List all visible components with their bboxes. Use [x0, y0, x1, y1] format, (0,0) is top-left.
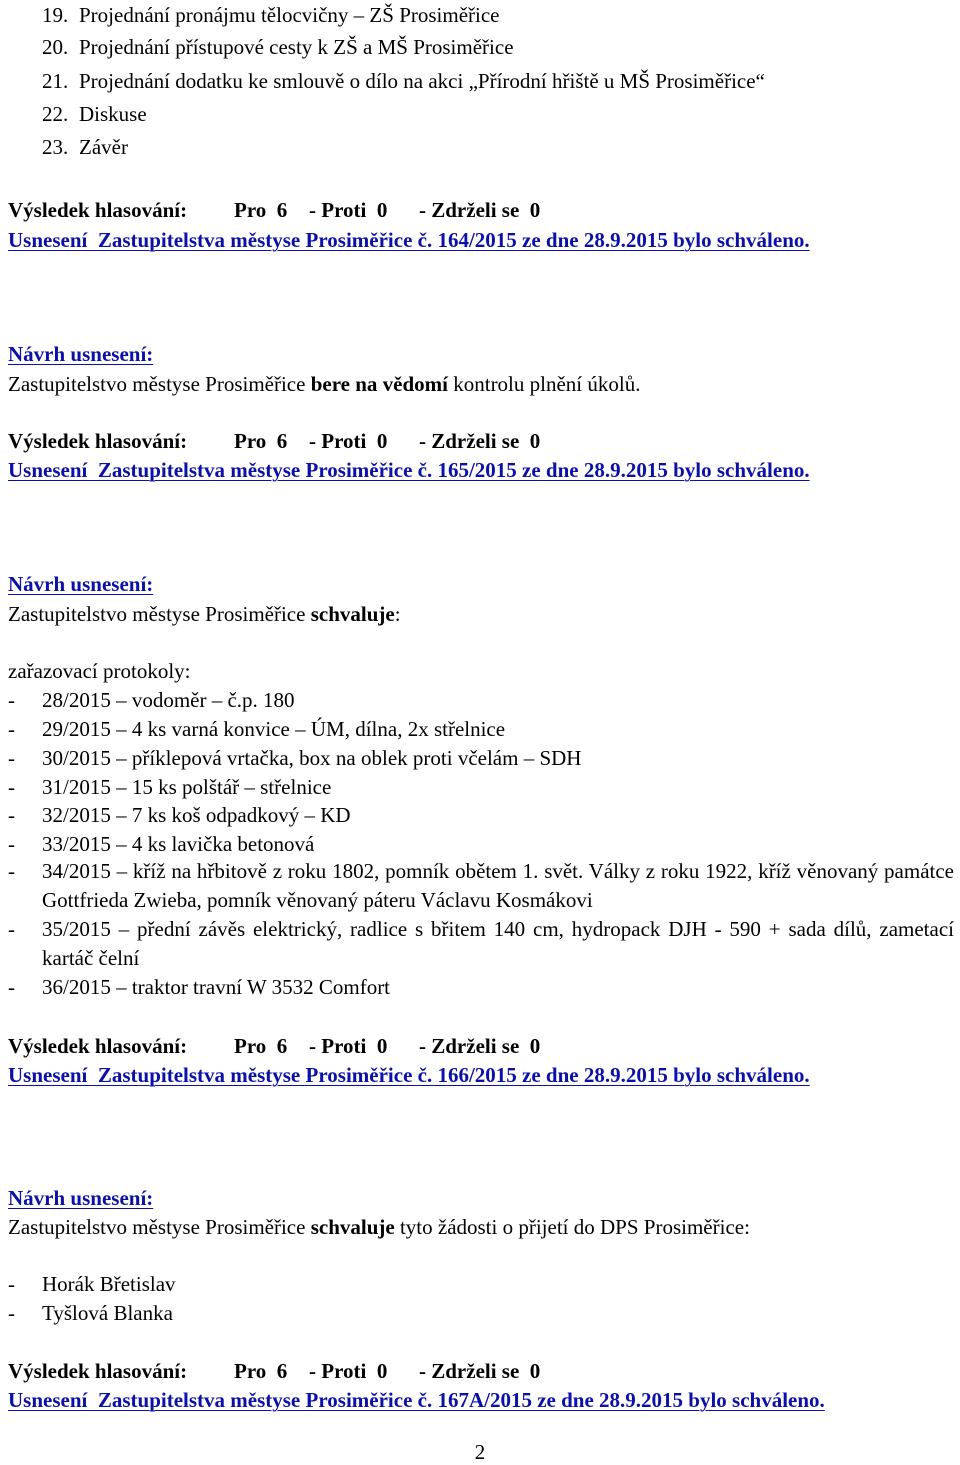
resolution-proposal: Zastupitelstvo městyse Prosiměřice schvaluje: — [8, 602, 401, 626]
vote-result: Výsledek hlasování: Pro 6 - Proti 0 - Zdrželi se 0 — [8, 198, 541, 222]
list-item: - Horák Břetislav — [8, 1272, 176, 1296]
resolution-approved: Usnesení Zastupitelstva městyse Prosiměřice č. 165/2015 ze dne 28.9.2015 bylo schváleno. — [8, 458, 810, 482]
navrh-usneseni-label: Návrh usnesení: — [8, 342, 154, 366]
page-number: 2 — [474, 1440, 486, 1464]
list-item: - 29/2015 – 4 ks varná konvice – ÚM, dílna, 2x střelnice — [8, 717, 506, 741]
navrh-usneseni-label: Návrh usnesení: — [8, 1186, 154, 1210]
list-item: - 36/2015 – traktor travní W 3532 Comfort — [8, 975, 391, 999]
list-item: - 31/2015 – 15 ks polštář – střelnice — [8, 775, 332, 799]
vote-result: Výsledek hlasování: Pro 6 - Proti 0 - Zdrželi se 0 — [8, 1034, 541, 1058]
vote-result: Výsledek hlasování: Pro 6 - Proti 0 - Zdrželi se 0 — [8, 429, 541, 453]
navrh-usneseni-label: Návrh usnesení: — [8, 572, 154, 596]
agenda-item: 20. Projednání přístupové cesty k ZŠ a MŠ Prosiměřice — [42, 35, 514, 59]
resolution-approved: Usnesení Zastupitelstva městyse Prosiměřice č. 167A/2015 ze dne 28.9.2015 bylo schváleno. — [8, 1388, 825, 1412]
resolution-proposal: Zastupitelstvo městyse Prosiměřice bere na vědomí kontrolu plnění úkolů. — [8, 372, 641, 396]
resolution-approved: Usnesení Zastupitelstva městyse Prosiměřice č. 164/2015 ze dne 28.9.2015 bylo schváleno. — [8, 228, 810, 252]
resolution-approved: Usnesení Zastupitelstva městyse Prosiměřice č. 166/2015 ze dne 28.9.2015 bylo schváleno. — [8, 1063, 810, 1087]
agenda-item: 22. Diskuse — [42, 102, 147, 126]
list-item: - 33/2015 – 4 ks lavička betonová — [8, 832, 315, 856]
list-item: - 35/2015 – přední závěs elektrický, radlice s břitem 140 cm, hydropack DJH - 590 + sada dílů, zametací kartáč čelní — [8, 917, 954, 970]
list-item: - 34/2015 – kříž na hřbitově z roku 1802, pomník obětem 1. svět. Války z roku 1922, kříž věnovaný památce Gottfrieda Zwieba, pomník věnovaný páteru Václavu Kosmákovi — [8, 859, 954, 912]
list-item: - 32/2015 – 7 ks koš odpadkový – KD — [8, 803, 351, 827]
list-item: - 30/2015 – příklepová vrtačka, box na oblek proti včelám – SDH — [8, 746, 582, 770]
list-item: - 28/2015 – vodoměr – č.p. 180 — [8, 688, 295, 712]
list-item: - Tyšlová Blanka — [8, 1301, 173, 1325]
agenda-item: 19. Projednání pronájmu tělocvičny – ZŠ Prosiměřice — [42, 3, 500, 27]
protocol-subheading: zařazovací protokoly: — [8, 659, 191, 683]
agenda-item: 21. Projednání dodatku ke smlouvě o dílo na akci „Přírodní hřiště u MŠ Prosiměřice“ — [42, 69, 765, 93]
vote-result: Výsledek hlasování: Pro 6 - Proti 0 - Zdrželi se 0 — [8, 1359, 541, 1383]
agenda-item: 23. Závěr — [42, 135, 128, 159]
resolution-proposal: Zastupitelstvo městyse Prosiměřice schvaluje tyto žádosti o přijetí do DPS Prosiměřice: — [8, 1215, 750, 1239]
